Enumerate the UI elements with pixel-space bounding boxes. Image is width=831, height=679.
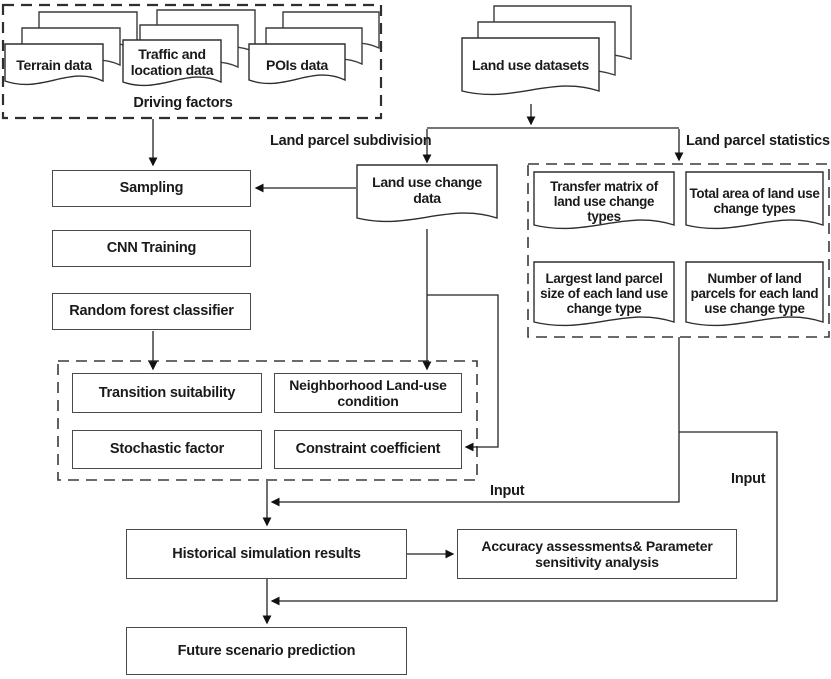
input-label-left: Input [490,483,525,499]
node-constraint-coefficient: Constraint coefficient [274,430,462,469]
node-sampling: Sampling [52,170,251,207]
doc-largest-parcel-size: Largest land parcel size of each land use change type [540,270,668,316]
node-stochastic-factor: Stochastic factor [72,430,262,469]
input-label-right: Input [731,471,766,487]
node-historical-simulation-results: Historical simulation results [126,529,407,579]
node-cnn-training: CNN Training [52,230,251,267]
node-random-forest-classifier: Random forest classifier [52,293,251,330]
doc-transfer-matrix: Transfer matrix of land use change types [550,178,658,224]
doc-number-of-parcels: Number of land parcels for each land use change type [690,270,819,316]
doc-terrain-data: Terrain data [16,57,92,74]
branch-label-statistics: Land parcel statistics [686,133,830,149]
doc-traffic-location-data: Traffic and location data [130,46,214,78]
doc-land-use-datasets: Land use datasets [471,57,590,74]
driving-factors-group-label: Driving factors [133,95,233,111]
doc-pois-data: POIs data [266,57,328,74]
node-transition-suitability: Transition suitability [72,373,262,413]
doc-total-area: Total area of land use change types [689,186,820,216]
arrow-landusechange-to-constraint [427,295,498,447]
doc-land-use-change-data: Land use change data [372,174,482,206]
branch-label-subdivision: Land parcel subdivision [270,133,432,149]
node-future-scenario-prediction: Future scenario prediction [126,627,407,675]
node-accuracy-assessment: Accuracy assessments& Parameter sensitivity analysis [457,529,737,579]
node-neighborhood-condition: Neighborhood Land-use condition [274,373,462,413]
